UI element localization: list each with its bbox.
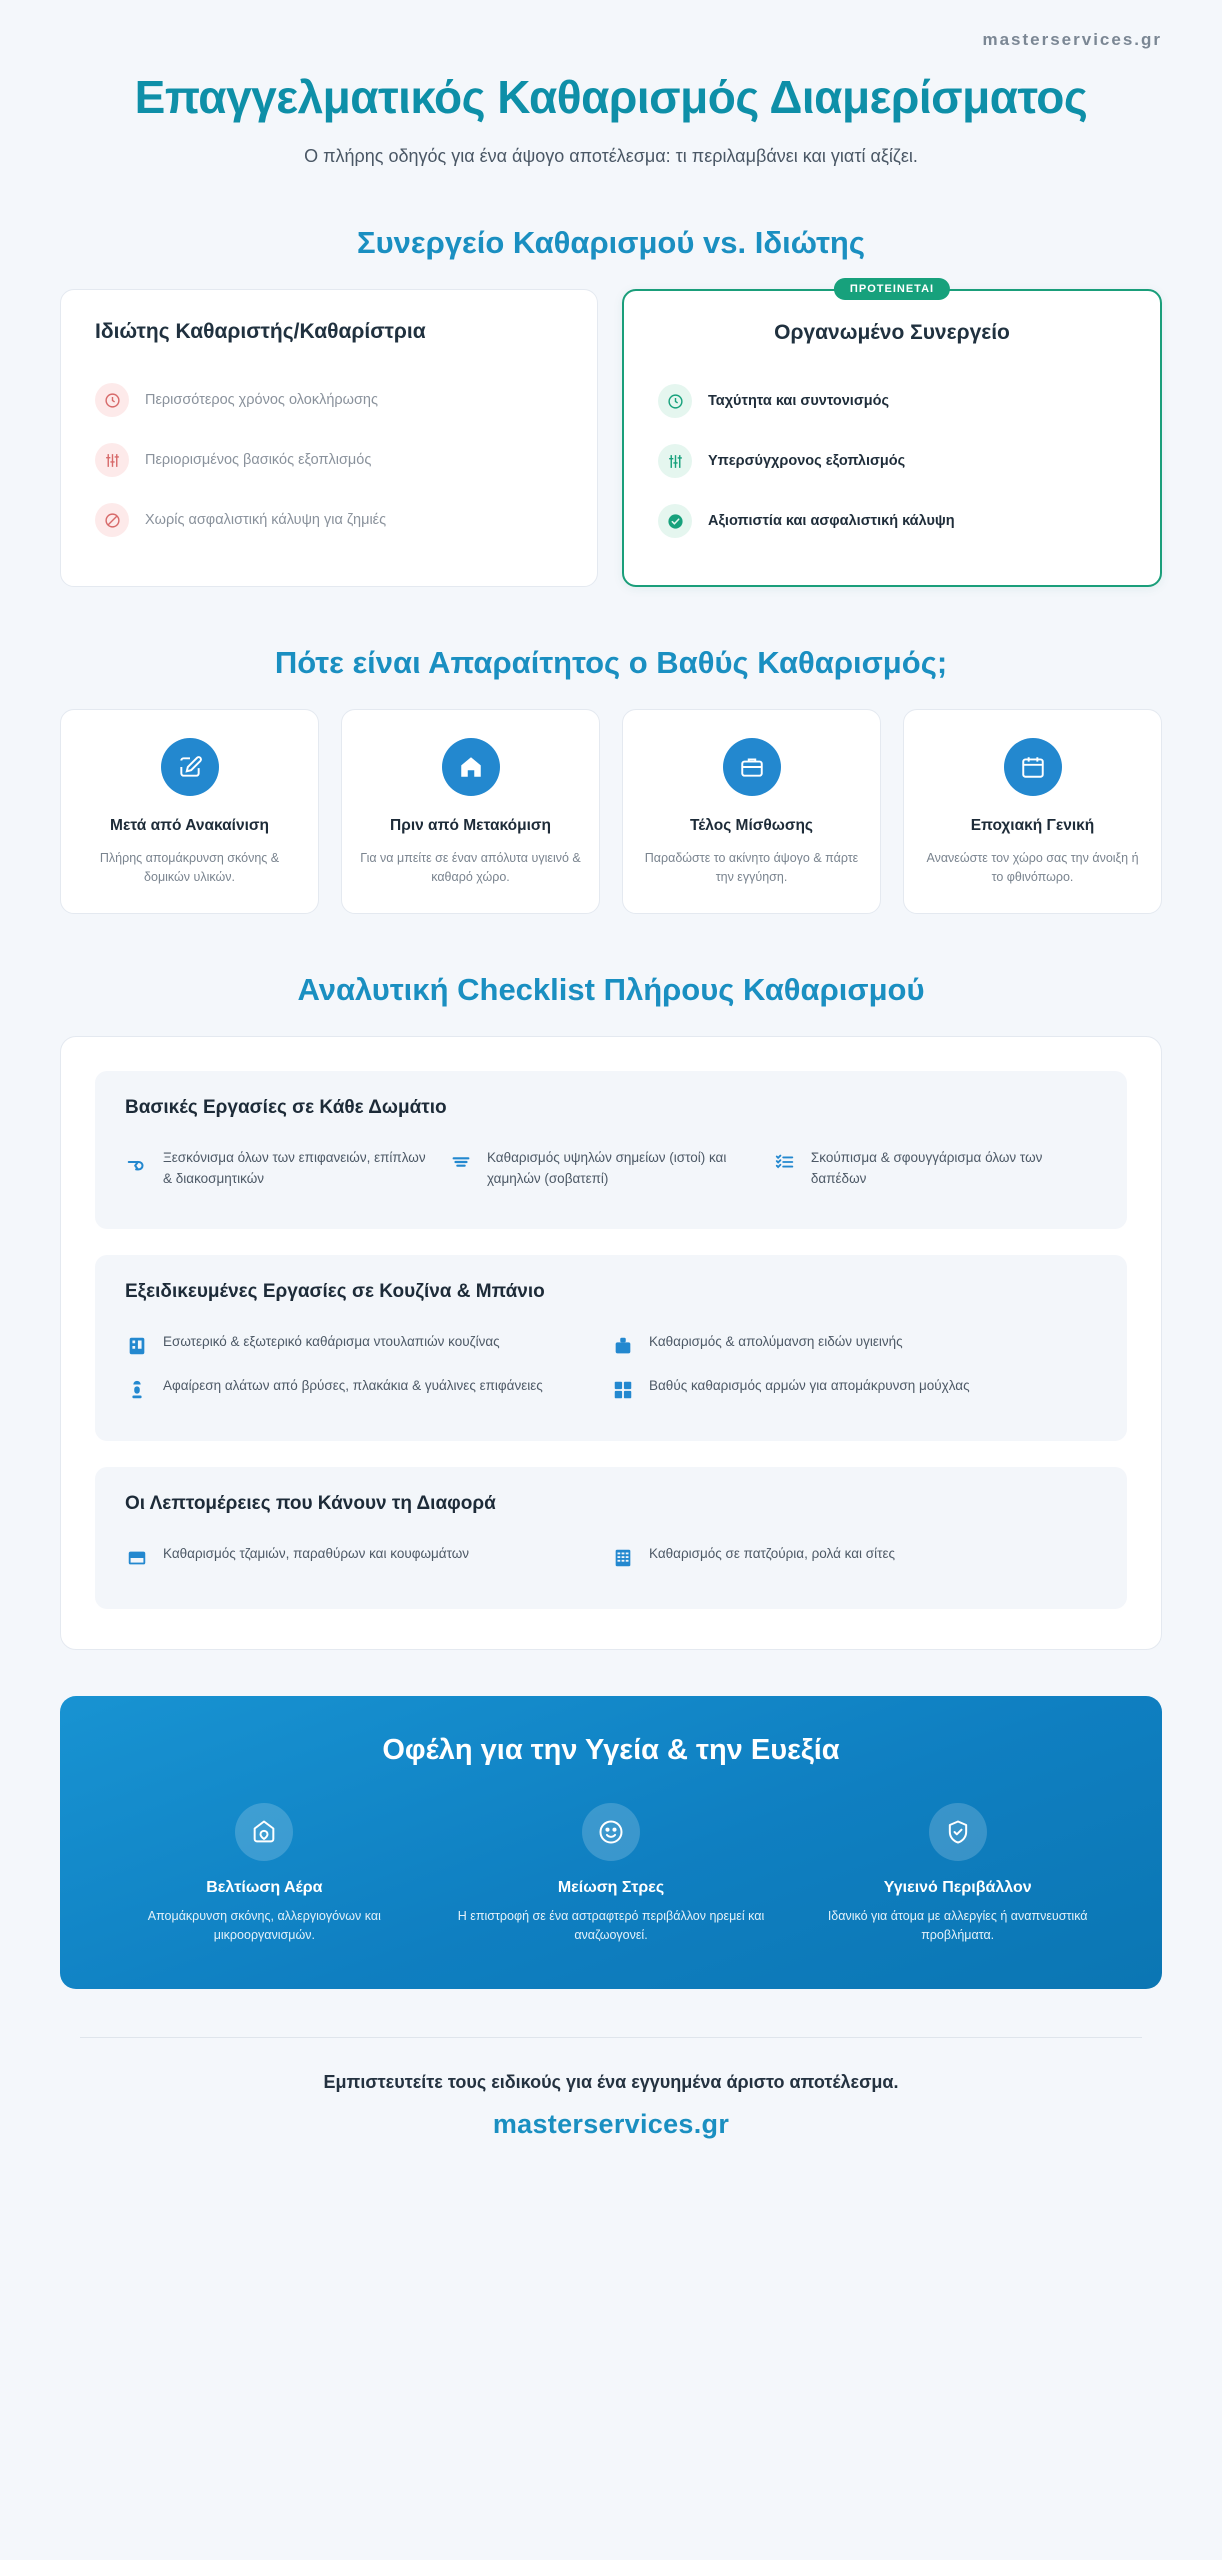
when-card-title: Μετά από Ανακαίνιση [110,817,269,835]
compare-section [60,283,1162,587]
checklist-block-heading: Εξειδικευμένες Εργασίες σε Κουζίνα & Μπάνιο [125,1280,545,1302]
check-circle-icon [658,504,692,538]
compare-left-item [95,370,563,430]
soap-icon [611,1334,635,1358]
compare-left-heading: Ιδιώτης Καθαριστής/Καθαρίστρια [95,320,426,344]
when-section-title: Πότε είναι Απαραίτητος ο Βαθύς Καθαρισμός; [274,645,948,681]
compare-right-item [658,431,1126,491]
window-icon [125,1546,149,1570]
compare-left-item-label: Περισσότερος χρόνος ολοκλήρωσης [145,392,378,409]
clock-icon [95,383,129,417]
checklist-item [125,1323,611,1367]
footer-brand: masterservices.gr [492,2109,730,2140]
checklist-item [611,1323,1097,1367]
compare-right-item [658,491,1126,551]
compare-left-item [95,490,563,550]
compare-right-heading: Οργανωμένο Συνεργείο [774,321,1010,345]
benefit-desc: Ιδανικό για άτομα με αλλεργίες ή αναπνευστικά προβλήματα. [827,1908,1088,1942]
checklist-item [611,1535,1097,1579]
checklist-block-details [95,1467,1127,1609]
recommended-badge: ΠΡΟΤΕΙΝΕΤΑΙ [834,278,950,300]
when-card [60,709,319,913]
when-card-title: Τέλος Μίσθωσης [689,817,813,835]
when-card-desc: Πλήρης απομάκρυνση σκόνης & δομικών υλικών. [99,851,280,884]
benefit-item [447,1803,776,1946]
clock-icon [658,384,692,418]
when-card [341,709,600,913]
checklist-item-label: Εσωτερικό & εξωτερικό καθάρισμα ντουλαπιών κουζίνας [163,1333,500,1349]
compare-card-crew [622,283,1162,587]
benefit-title: Υγιεινό Περιβάλλον [883,1878,1032,1896]
checklist-item [125,1535,611,1579]
checklist-item [611,1367,1097,1411]
when-card-desc: Παραδώστε το ακίνητο άψογο & πάρτε την εγγύηση. [644,851,859,884]
tools-icon [658,444,692,478]
no-entry-icon [95,503,129,537]
checklist-section [60,1036,1162,1650]
compare-right-item-label: Υπερσύγχρονος εξοπλισμός [708,453,906,470]
home-shield-icon [235,1803,293,1861]
benefit-item [100,1803,429,1946]
shield-check-icon [929,1803,987,1861]
compare-left-item-label: Περιορισμένος βασικός εξοπλισμός [145,452,372,469]
compare-left-item-label: Χωρίς ασφαλιστική κάλυψη για ζημιές [145,512,387,529]
tools-icon [95,443,129,477]
checklist-item-label: Βαθύς καθαρισμός αρμών για απομάκρυνση μούχλας [649,1377,970,1393]
when-section [60,709,1162,913]
page-title: Επαγγελματικός Καθαρισμός Διαμερίσματος [134,71,1088,123]
checklist-item [773,1139,1097,1199]
checklist-block-heading: Βασικές Εργασίες σε Κάθε Δωμάτιο [125,1096,447,1118]
checklist-item [125,1367,611,1411]
when-card-desc: Ανανεώστε τον χώρο σας την άνοιξη ή το φθινόπωρο. [926,851,1139,884]
list-check-icon [773,1150,797,1174]
home-icon [442,738,500,796]
checklist-item [449,1139,773,1199]
checklist-item-label: Καθαρισμός σε πατζούρια, ρολά και σίτες [649,1545,895,1561]
when-card-desc: Για να μπείτε σε έναν απόλυτα υγιεινό & καθαρό χώρο. [360,851,581,884]
grid-icon [611,1546,635,1570]
faucet-icon [125,1378,149,1402]
cabinet-icon [125,1334,149,1358]
checklist-section-title: Αναλυτική Checklist Πλήρους Καθαρισμού [297,971,925,1007]
checklist-item-label: Σκούπισμα & σφουγγάρισμα όλων των δαπέδων [810,1149,1043,1186]
checklist-item-label: Καθαρισμός υψηλών σημείων (ιστοί) και χαμηλών (σοβατεπί) [486,1149,727,1186]
checklist-item-label: Καθαρισμός τζαμιών, παραθύρων και κουφωμάτων [163,1545,470,1561]
compare-right-item-label: Αξιοπιστία και ασφαλιστική κάλυψη [708,513,955,530]
layers-icon [449,1150,473,1174]
when-card-title: Εποχιακή Γενική [970,817,1095,835]
footer-divider [80,2037,1142,2038]
benefit-title: Μείωση Στρες [557,1878,665,1896]
checklist-item-label: Ξεσκόνισμα όλων των επιφανειών, επίπλων & διακοσμητικών [163,1149,426,1186]
benefits-section [60,1696,1162,1990]
benefit-title: Βελτίωση Αέρα [206,1878,323,1896]
when-card-title: Πριν από Μετακόμιση [390,817,551,835]
checklist-item [125,1139,449,1199]
arrow-path-icon [125,1150,149,1174]
smile-icon [582,1803,640,1861]
compare-card-freelancer [60,289,598,587]
checklist-item-label: Καθαρισμός & απολύμανση ειδών υγιεινής [649,1333,903,1349]
calendar-icon [1004,738,1062,796]
when-card [903,709,1162,913]
checklist-block-kitchen-bath [95,1255,1127,1441]
benefits-title: Οφέλη για την Υγεία & την Ευεξία [382,1733,840,1766]
checklist-block-basic [95,1071,1127,1229]
page-subtitle: Ο πλήρης οδηγός για ένα άψογο αποτέλεσμα: τι περιλαμβάνει και γιατί αξίζει. [304,146,918,167]
tiles-icon [611,1378,635,1402]
edit-square-icon [161,738,219,796]
top-brand: masterservices.gr [982,30,1162,49]
checklist-item-label: Αφαίρεση αλάτων από βρύσες, πλακάκια & γυάλινες επιφάνειες [163,1377,543,1393]
benefit-desc: Η επιστροφή σε ένα αστραφτερό περιβάλλον ηρεμεί και αναζωογονεί. [457,1908,765,1942]
when-card [622,709,881,913]
compare-left-item [95,430,563,490]
checklist-block-heading: Οι Λεπτομέρειες που Κάνουν τη Διαφορά [125,1492,496,1514]
footer-tagline: Εμπιστευτείτε τους ειδικούς για ένα εγγυημένα άριστο αποτέλεσμα. [323,2072,899,2093]
benefit-desc: Απομάκρυνση σκόνης, αλλεργιογόνων και μικροοργανισμών. [147,1908,381,1942]
compare-right-item-label: Ταχύτητα και συντονισμός [708,393,890,410]
briefcase-icon [723,738,781,796]
benefit-item [793,1803,1122,1946]
compare-right-item [658,371,1126,431]
compare-section-title: Συνεργείο Καθαρισμού vs. Ιδιώτης [357,225,865,261]
